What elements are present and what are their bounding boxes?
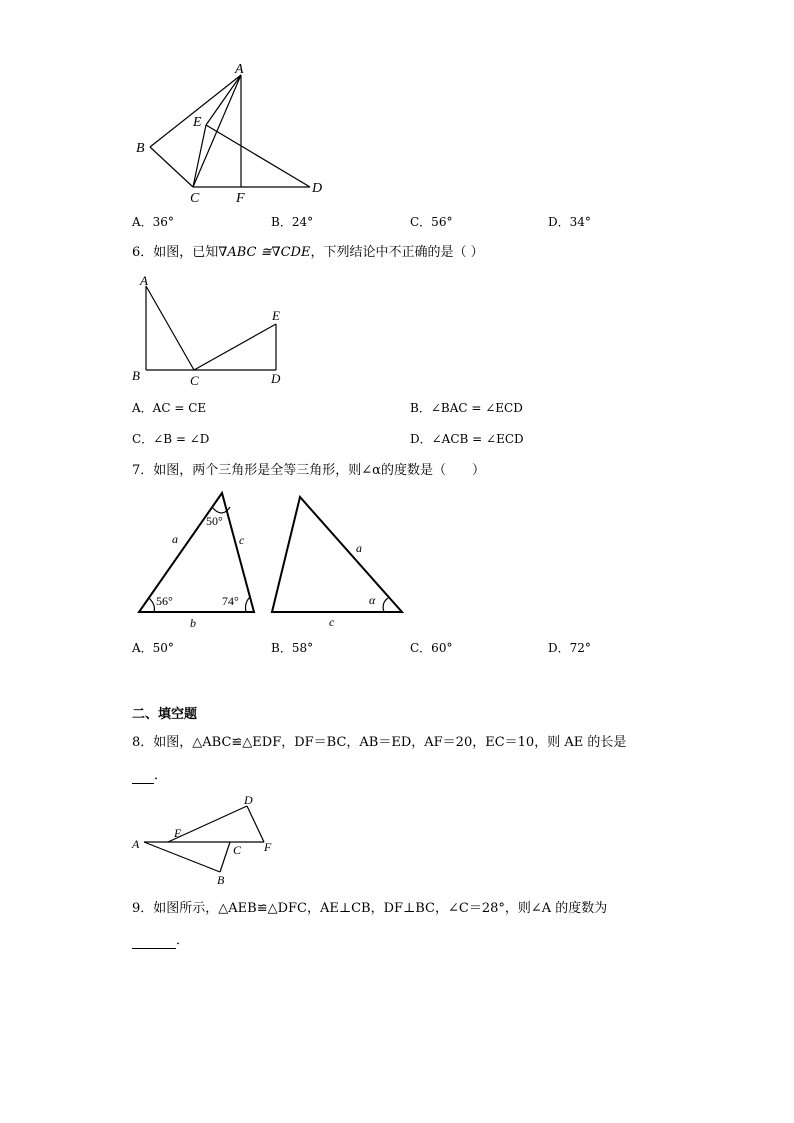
q8-answer-tail: ． bbox=[154, 768, 168, 783]
q7-left-side-c: c bbox=[239, 533, 245, 547]
q5-option-c[interactable]: C．56° bbox=[410, 215, 453, 229]
q8-label-d: D bbox=[244, 793, 253, 807]
q5-option-d[interactable]: D．34° bbox=[548, 215, 591, 229]
q5-figure bbox=[130, 55, 340, 205]
q8-answer-line bbox=[132, 768, 167, 784]
q8-line-ab bbox=[144, 842, 220, 872]
q6-line-ce bbox=[194, 324, 276, 370]
q6-figure bbox=[130, 272, 300, 392]
q8-line-bc bbox=[220, 842, 230, 872]
q9-stem: 9．如图所示，△AEB≌△DFC，AE⊥CB，DF⊥BC，∠C＝28°，则∠A 的度数为 bbox=[132, 901, 608, 916]
q5-label-e: E bbox=[193, 115, 202, 130]
q9-answer-tail: ． bbox=[176, 933, 190, 948]
q7-right-side-a: a bbox=[356, 541, 362, 555]
q9-answer-blank[interactable] bbox=[132, 934, 176, 949]
q7-right-triangle bbox=[272, 497, 402, 612]
q7-angle-74: 74° bbox=[222, 594, 239, 608]
q7-option-a[interactable]: A．50° bbox=[132, 641, 174, 655]
q6-option-d[interactable]: D．∠ACB = ∠ECD bbox=[410, 432, 524, 446]
q5-line-ed bbox=[206, 125, 310, 187]
q8-label-f: F bbox=[264, 840, 272, 854]
q8-line-df bbox=[247, 806, 264, 842]
q7-option-c[interactable]: C．60° bbox=[410, 641, 453, 655]
q8-label-a: A bbox=[132, 837, 140, 851]
q7-right-angle-alpha: α bbox=[369, 593, 376, 607]
q5-label-c: C bbox=[190, 191, 200, 205]
q6-stem-math: ∇ABC ≅∇CDE bbox=[218, 245, 311, 260]
q5-option-a[interactable]: A．36° bbox=[132, 215, 174, 229]
q6-line-ac bbox=[146, 286, 194, 370]
q7-right-side-c: c bbox=[329, 615, 335, 629]
q6-stem bbox=[132, 245, 484, 261]
q7-angle-50: 50° bbox=[206, 514, 223, 528]
q7-arc-alpha bbox=[383, 598, 388, 612]
q8-stem: 8．如图，△ABC≌△EDF，DF＝BC，AB＝ED，AF＝20，EC＝10，则 AE 的长是 bbox=[132, 735, 627, 750]
q6-label-c: C bbox=[190, 373, 199, 388]
q8-label-b: B bbox=[217, 873, 225, 887]
q6-label-a: A bbox=[140, 273, 148, 288]
q6-stem-suffix: ，下列结论中不正确的是（ ） bbox=[310, 245, 484, 260]
q8-label-e: E bbox=[174, 826, 182, 840]
q6-option-b[interactable]: B．∠BAC = ∠ECD bbox=[410, 401, 523, 415]
q5-label-f: F bbox=[236, 191, 245, 205]
q5-line-bc bbox=[150, 147, 193, 187]
q6-option-c[interactable]: C．∠B = ∠D bbox=[132, 432, 210, 446]
q5-label-d: D bbox=[312, 181, 323, 196]
q7-left-side-b: b bbox=[190, 616, 196, 630]
q7-left-side-a: a bbox=[172, 532, 178, 546]
q5-option-b[interactable]: B．24° bbox=[271, 215, 314, 229]
q6-label-b: B bbox=[132, 368, 140, 383]
q7-angle-56: 56° bbox=[156, 594, 173, 608]
q7-option-b[interactable]: B．58° bbox=[271, 641, 314, 655]
q5-label-b: B bbox=[136, 141, 145, 156]
q7-figure bbox=[134, 485, 414, 630]
q5-line-ce bbox=[193, 125, 206, 187]
q8-answer-blank[interactable] bbox=[132, 769, 154, 784]
q7-stem: 7．如图，两个三角形是全等三角形，则∠α的度数是（ ） bbox=[132, 463, 485, 478]
q6-stem-prefix: 6．如图，已知 bbox=[132, 245, 219, 260]
q7-arc-right bbox=[246, 597, 251, 612]
q5-label-a: A bbox=[235, 62, 244, 77]
q9-answer-line bbox=[132, 933, 189, 949]
q6-option-a[interactable]: A．AC = CE bbox=[132, 401, 207, 415]
q7-arc-left bbox=[149, 598, 154, 612]
q6-label-e: E bbox=[272, 308, 280, 323]
q5-line-ae bbox=[206, 75, 241, 125]
q7-option-d[interactable]: D．72° bbox=[548, 641, 591, 655]
q6-label-d: D bbox=[271, 371, 281, 386]
q8-label-c: C bbox=[233, 843, 242, 857]
q8-figure bbox=[130, 790, 280, 890]
section-title-fill-blank: 二、填空题 bbox=[132, 707, 198, 722]
q5-line-ab bbox=[150, 75, 241, 147]
